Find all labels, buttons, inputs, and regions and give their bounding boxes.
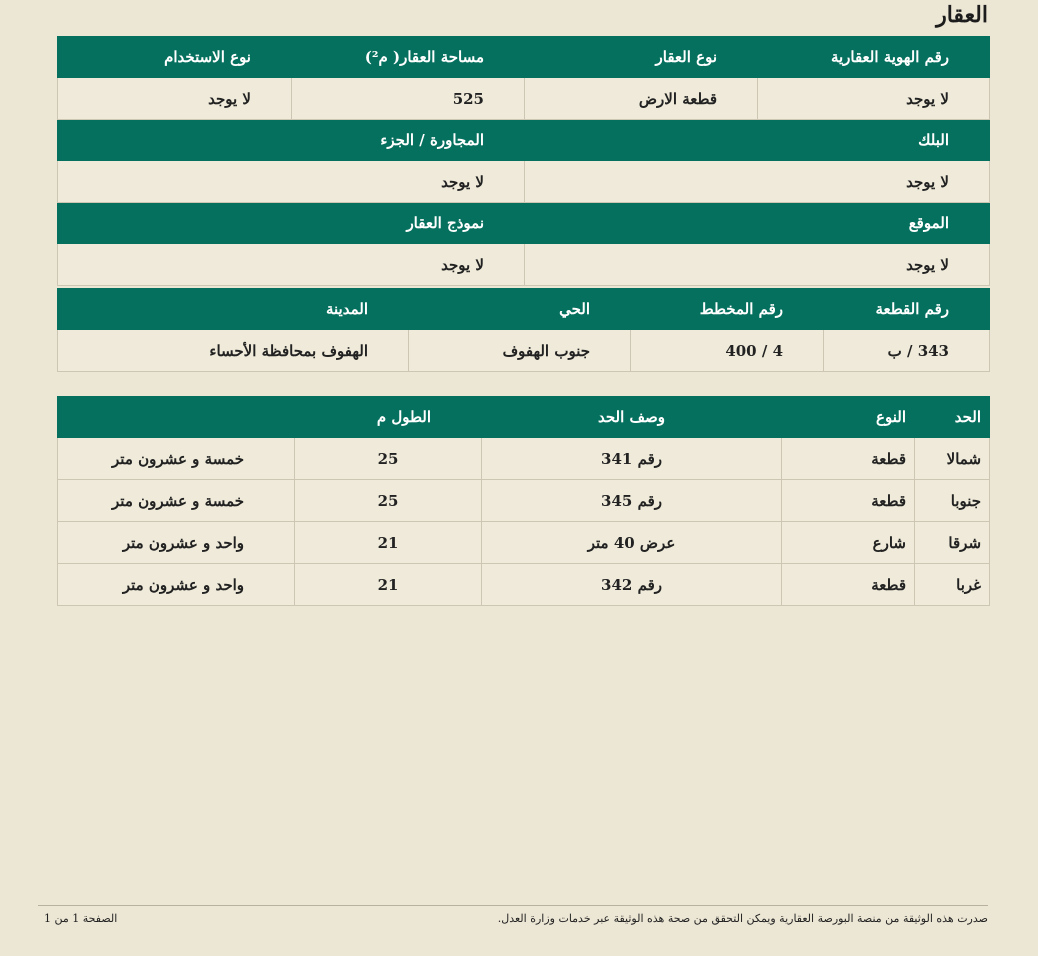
- table-row: [58, 438, 990, 480]
- boundary-description: رقم 342: [482, 564, 782, 606]
- boundaries-table: [57, 396, 990, 606]
- header-property-model: نموذج العقار: [58, 203, 525, 244]
- boundary-description: رقم 341: [482, 438, 782, 480]
- value-city: الهفوف بمحافظة الأحساء: [58, 330, 409, 372]
- section-title: العقار: [936, 2, 988, 28]
- value-plot-number: 343 / ب: [824, 330, 990, 372]
- header-row-3: [58, 203, 990, 244]
- value-property-id: لا يوجد: [758, 78, 990, 120]
- boundary-length: 25: [295, 438, 482, 480]
- value-row-2: [58, 161, 990, 203]
- header-block: البلك: [525, 120, 990, 161]
- value-property-area: 525: [292, 78, 525, 120]
- header-row-2: [58, 120, 990, 161]
- value-plan-number: 4 / 400: [631, 330, 824, 372]
- header-location: الموقع: [525, 203, 990, 244]
- header-property-area: مساحة العقار( م²): [292, 37, 525, 78]
- value-district: جنوب الهفوف: [409, 330, 631, 372]
- header-boundary-type: النوع: [782, 397, 915, 438]
- boundary-length: 21: [295, 564, 482, 606]
- boundary-side: جنوبا: [915, 480, 990, 522]
- plot-details-table: [57, 288, 990, 372]
- boundary-type: شارع: [782, 522, 915, 564]
- header-neighborhood-part: المجاورة / الجزء: [58, 120, 525, 161]
- boundary-description: عرض 40 متر: [482, 522, 782, 564]
- property-details-table: [57, 36, 990, 286]
- value-location: لا يوجد: [525, 244, 990, 286]
- header-property-id: رقم الهوية العقارية: [758, 37, 990, 78]
- boundary-side: غربا: [915, 564, 990, 606]
- boundary-description: رقم 345: [482, 480, 782, 522]
- boundary-side: شمالا: [915, 438, 990, 480]
- footer-divider: [38, 905, 988, 906]
- header-row-1: [58, 37, 990, 78]
- table-row: [58, 522, 990, 564]
- boundary-type: قطعة: [782, 564, 915, 606]
- value-property-type: قطعة الارض: [525, 78, 758, 120]
- boundary-length-words: خمسة و عشرون متر: [58, 480, 295, 522]
- footer-verification-note: صدرت هذه الوثيقة من منصة البورصة العقارية ويمكن التحقق من صحة هذه الوثيقة عبر خدمات وزارة العدل.: [497, 912, 988, 925]
- header-city: المدينة: [58, 289, 409, 330]
- boundary-side: شرقا: [915, 522, 990, 564]
- value-row-3: [58, 244, 990, 286]
- header-property-type: نوع العقار: [525, 37, 758, 78]
- header-usage-type: نوع الاستخدام: [58, 37, 292, 78]
- boundary-type: قطعة: [782, 438, 915, 480]
- header-boundary-length: الطول م: [58, 397, 482, 438]
- boundary-length-words: خمسة و عشرون متر: [58, 438, 295, 480]
- header-plot-number: رقم القطعة: [824, 289, 990, 330]
- value-property-model: لا يوجد: [58, 244, 525, 286]
- table-row: [58, 480, 990, 522]
- value-neighborhood-part: لا يوجد: [58, 161, 525, 203]
- value-usage-type: لا يوجد: [58, 78, 292, 120]
- value-row-1: [58, 78, 990, 120]
- header-boundary-description: وصف الحد: [482, 397, 782, 438]
- value-row-4: [58, 330, 990, 372]
- table-row: [58, 564, 990, 606]
- boundary-length-words: واحد و عشرون متر: [58, 564, 295, 606]
- boundary-type: قطعة: [782, 480, 915, 522]
- header-plan-number: رقم المخطط: [631, 289, 824, 330]
- value-block: لا يوجد: [525, 161, 990, 203]
- header-boundary-side: الحد: [915, 397, 990, 438]
- boundary-length-words: واحد و عشرون متر: [58, 522, 295, 564]
- page-number: الصفحة 1 من 1: [44, 912, 118, 925]
- boundary-length: 21: [295, 522, 482, 564]
- boundaries-header-row: [58, 397, 990, 438]
- header-row-4: [58, 289, 990, 330]
- header-district: الحي: [409, 289, 631, 330]
- boundary-length: 25: [295, 480, 482, 522]
